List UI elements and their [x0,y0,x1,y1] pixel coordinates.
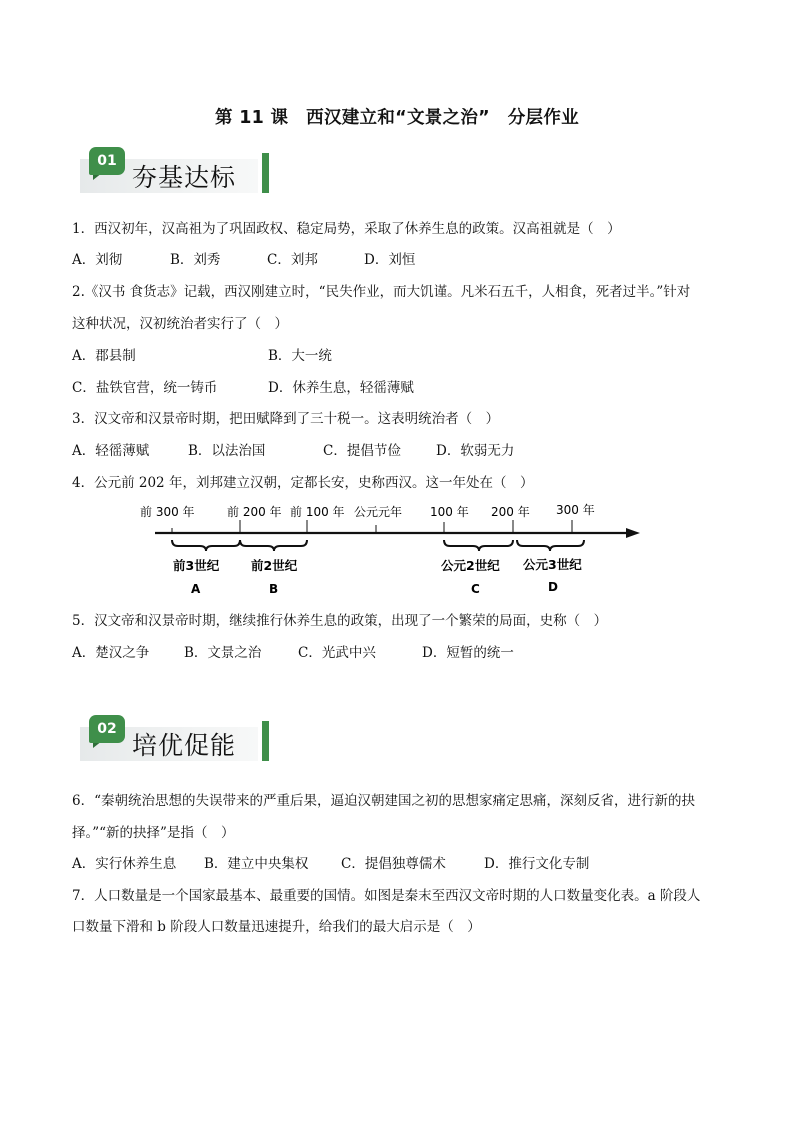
span-brace-d [517,540,584,551]
question-4-stem: 4．公元前 202 年，刘邦建立汉朝，定都长安，史称西汉。这一年处在（ ） [72,475,534,491]
question-5-stem: 5．汉文帝和汉景帝时期，继续推行休养生息的政策，出现了一个繁荣的局面，史称（ ） [72,613,608,629]
span-label-a: 前3世纪 [173,558,220,573]
span-letter-d: D [548,580,558,594]
q6-option-c: C．提倡独尊儒术 [341,856,446,872]
span-letter-a: A [191,582,201,596]
span-brace-a [172,540,240,551]
timeline-arrowhead [626,528,640,538]
question-7-stem-line1: 7．人口数量是一个国家最基本、最重要的国情。如图是秦末至西汉文帝时期的人口数量变化表。a 阶段人 [72,888,701,904]
banner-accent-bar [262,153,269,193]
q6-option-a: A．实行休养生息 [72,856,177,872]
tick-label: 前 300 年 [140,505,195,519]
q6-option-b: B．建立中央集权 [204,856,309,872]
q3-option-a: A．轻徭薄赋 [72,443,150,459]
q1-option-a: A．刘彻 [72,252,123,268]
question-2-stem-line2: 这种状况，汉初统治者实行了（ ） [72,316,288,332]
question-6-stem-line1: 6．“秦朝统治思想的失误带来的严重后果，逼迫汉朝建国之初的思想家痛定思痛，深刻反省，进行新的抉 [72,793,695,809]
page-title: 第 11 课 西汉建立和“文景之治” 分层作业 [215,108,579,128]
q5-option-d: D．短暂的统一 [422,645,514,661]
section-heading: 培优促能 [132,731,237,760]
q1-option-c: C．刘邦 [267,252,318,268]
q3-option-d: D．软弱无力 [436,443,515,459]
q6-option-d: D．推行文化专制 [484,856,590,872]
span-letter-c: C [471,582,480,596]
q5-option-c: C．光武中兴 [298,645,376,661]
tick-label: 100 年 [430,505,469,519]
section-heading: 夯基达标 [132,163,237,192]
span-label-c: 公元2世纪 [441,558,500,573]
q5-option-a: A．楚汉之争 [72,645,150,661]
tick-label: 公元元年 [354,505,403,519]
question-7-stem-line2: 口数量下滑和 b 阶段人口数量迅速提升，给我们的最大启示是（ ） [72,919,481,935]
question-6-stem-line2: 择。”“新的抉择”是指（ ） [72,825,235,841]
q1-option-b: B．刘秀 [170,252,221,268]
q2-option-d: D．休养生息，轻徭薄赋 [268,380,414,396]
section-badge: 01 [89,147,125,175]
span-brace-c [444,540,513,551]
tick-label: 300 年 [556,503,595,517]
q2-option-b: B．大一统 [268,348,332,364]
question-1-stem: 1．西汉初年，汉高祖为了巩固政权、稳定局势，采取了休养生息的政策。汉高祖就是（ ） [72,221,621,237]
tick-label: 前 200 年 [227,505,282,519]
tick-label: 前 100 年 [290,505,345,519]
span-label-b: 前2世纪 [251,558,298,573]
q2-option-c: C．盐铁官营，统一铸币 [72,380,218,396]
question-2-stem-line1: 2.《汉书 食货志》记载，西汉刚建立时，“民失作业，而大饥谨。凡米石五千，人相食，死者过半。”针对 [72,284,691,300]
q3-option-b: B．以法治国 [188,443,266,459]
banner-accent-bar [262,721,269,761]
section-badge: 02 [89,715,125,743]
span-letter-b: B [269,582,279,596]
q1-option-d: D．刘恒 [364,252,416,268]
q3-option-c: C．提倡节俭 [323,443,401,459]
q5-option-b: B．文景之治 [184,645,262,661]
question-3-stem: 3．汉文帝和汉景帝时期，把田赋降到了三十税一。这表明统治者（ ） [72,411,500,427]
q2-option-a: A．郡县制 [72,348,136,364]
tick-label: 200 年 [491,505,530,519]
span-brace-b [240,540,307,551]
timeline-diagram [130,500,650,600]
section-banner-basic [80,153,272,195]
section-banner-advanced [80,721,272,763]
span-label-d: 公元3世纪 [523,557,582,572]
